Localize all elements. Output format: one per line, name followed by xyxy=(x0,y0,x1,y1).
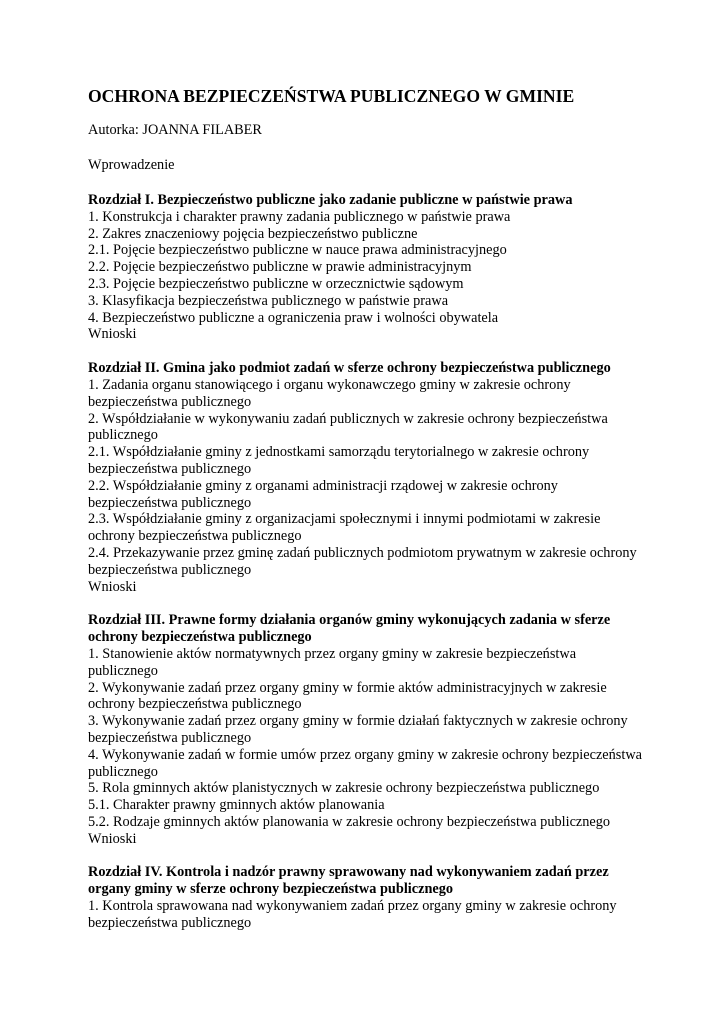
toc-item: 1. Stanowienie aktów normatywnych przez organy gminy w zakresie bezpieczeństwa publicznego xyxy=(88,645,577,679)
toc-item: 5. Rola gminnych aktów planistycznych w zakresie ochrony bezpieczeństwa publicznego xyxy=(88,780,600,797)
toc-item: 2.1. Współdziałanie gminy z jednostkami samorządu terytorialnego w zakresie ochrony bezpieczeństwa publicznego xyxy=(88,444,590,477)
chapter-conclusion: Wnioski xyxy=(88,578,137,595)
toc-item: 1. Konstrukcja i charakter prawny zadania publicznego w państwie prawa xyxy=(88,208,511,225)
toc-item: 2.3. Współdziałanie gminy z organizacjami społecznymi i innymi podmiotami w zakresie ochrony bezpieczeństwa publicznego xyxy=(88,511,601,545)
toc-item: 1. Zadania organu stanowiącego i organu wykonawczego gminy w zakresie ochrony bezpieczeństwa publicznego xyxy=(88,376,571,410)
toc-item: 2. Współdziałanie w wykonywaniu zadań publicznych w zakresie ochrony bezpieczeństwa publicznego xyxy=(88,410,608,444)
chapter-section xyxy=(88,864,648,931)
toc-item: 3. Wykonywanie zadań przez organy gminy w formie działań faktycznych w zakresie ochrony bezpieczeństwa publicznego xyxy=(88,713,628,746)
table-of-contents xyxy=(88,192,648,932)
chapter-section xyxy=(88,612,648,847)
toc-item: 2.1. Pojęcie bezpieczeństwo publiczne w nauce prawa administracyjnego xyxy=(88,242,507,259)
document-author: Autorka: JOANNA FILABER xyxy=(88,122,262,138)
toc-item: 2.4. Przekazywanie przez gminę zadań publicznych podmiotom prywatnym w zakresie ochrony bezpieczeństwa publicznego xyxy=(88,544,637,578)
toc-item: 4. Wykonywanie zadań w formie umów przez organy gminy w zakresie ochrony bezpieczeństwa publicznego xyxy=(88,746,643,780)
chapter-title: Rozdział I. Bezpieczeństwo publiczne jako zadanie publiczne w państwie prawa xyxy=(88,192,573,208)
toc-item: 5.2. Rodzaje gminnych aktów planowania w zakresie ochrony bezpieczeństwa publicznego xyxy=(88,813,611,830)
document-title: OCHRONA BEZPIECZEŃSTWA PUBLICZNEGO W GMINIE xyxy=(88,86,575,106)
document-page xyxy=(88,86,648,949)
introduction-heading: Wprowadzenie xyxy=(88,157,175,173)
chapter-conclusion: Wnioski xyxy=(88,830,137,847)
toc-item: 1. Kontrola sprawowana nad wykonywaniem zadań przez organy gminy w zakresie ochrony bezpieczeństwa publicznego xyxy=(88,898,617,931)
toc-item: 2. Wykonywanie zadań przez organy gminy w formie aktów administracyjnych w zakresie ochrony bezpieczeństwa publicznego xyxy=(88,679,607,713)
toc-item: 4. Bezpieczeństwo publiczne a ograniczenia praw i wolności obywatela xyxy=(88,309,499,326)
chapter-title: Rozdział IV. Kontrola i nadzór prawny sprawowany nad wykonywaniem zadań przez organy gminy w sferze ochrony bezpieczeństwa publicznego xyxy=(88,864,609,898)
toc-item: 2.2. Pojęcie bezpieczeństwo publiczne w prawie administracyjnym xyxy=(88,259,472,276)
chapter-conclusion: Wnioski xyxy=(88,326,137,343)
toc-item: 3. Klasyfikacja bezpieczeństwa publicznego w państwie prawa xyxy=(88,292,449,309)
chapter-title: Rozdział III. Prawne formy działania organów gminy wykonujących zadania w sferze ochrony bezpieczeństwa publicznego xyxy=(88,612,611,646)
toc-item: 2.2. Współdziałanie gminy z organami administracji rządowej w zakresie ochrony bezpieczeństwa publicznego xyxy=(88,477,558,511)
toc-item: 5.1. Charakter prawny gminnych aktów planowania xyxy=(88,797,385,814)
chapter-section xyxy=(88,192,648,343)
toc-item: 2.3. Pojęcie bezpieczeństwo publiczne w orzecznictwie sądowym xyxy=(88,275,464,292)
chapter-title: Rozdział II. Gmina jako podmiot zadań w sferze ochrony bezpieczeństwa publicznego xyxy=(88,360,611,377)
toc-item: 2. Zakres znaczeniowy pojęcia bezpieczeństwo publiczne xyxy=(88,225,418,242)
chapter-section xyxy=(88,360,648,595)
